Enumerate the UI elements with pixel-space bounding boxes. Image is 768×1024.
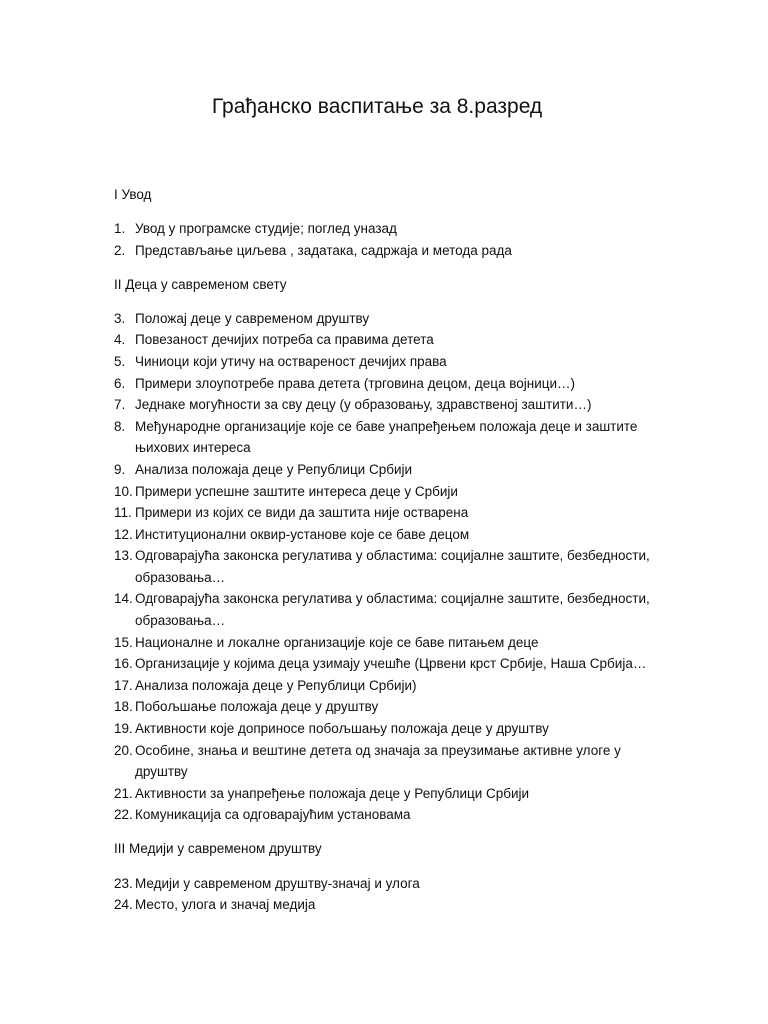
item-text: Анализа положаја деце у Републици Србији	[135, 461, 413, 477]
list-item	[114, 502, 668, 524]
item-number: 5.	[114, 353, 126, 369]
item-number: 3.	[114, 310, 126, 326]
item-text: Једнаке могућности за сву децу (у образовању, здравственој заштити…)	[135, 397, 592, 413]
list-item	[114, 240, 668, 262]
item-text: Примери успешне заштите интереса деце у Србији	[135, 483, 458, 499]
list-item	[114, 545, 668, 588]
item-number: 13.	[114, 548, 133, 564]
item-number: 8.	[114, 418, 126, 434]
item-text: Анализа положаја деце у Републици Србији)	[135, 677, 417, 693]
list-item	[114, 416, 668, 459]
item-number: 18.	[114, 699, 133, 715]
list-item	[114, 524, 668, 546]
item-number: 4.	[114, 332, 126, 348]
item-number: 24.	[114, 897, 133, 913]
item-text: Медији у савременом друштву-значај и улога	[135, 875, 420, 891]
item-text: Организације у којима деца узимају учешће (Црвени крст Србије, Наша Србија…	[135, 656, 647, 672]
item-text: Увод у програмске студије; поглед уназад	[135, 221, 397, 237]
item-number: 23.	[114, 875, 133, 891]
item-text: Националне и локалне организације које се баве питањем деце	[135, 634, 539, 650]
item-text: Побољшање положаја деце у друштву	[135, 699, 379, 715]
list-item	[114, 740, 668, 783]
item-number: 2.	[114, 242, 126, 258]
item-text: Институционални оквир-установе које се баве децом	[135, 526, 470, 542]
item-text: Активности за унапређење положаја деце у Републици Србији	[135, 785, 530, 801]
section-heading: III Медији у савременом друштву	[114, 841, 322, 857]
list-item	[114, 894, 668, 916]
item-number: 15.	[114, 634, 133, 650]
item-number: 6.	[114, 375, 126, 391]
item-number: 11.	[114, 505, 132, 521]
item-number: 12.	[114, 526, 133, 542]
list-item	[114, 351, 668, 373]
list-item	[114, 653, 668, 675]
list-item	[114, 804, 668, 826]
list-item	[114, 783, 668, 805]
item-text: Особине, знања и вештине детета од значаја за преузимање активне улоге у друштву	[135, 742, 621, 780]
item-text: Положај деце у савременом друштву	[135, 310, 370, 326]
list-item	[114, 873, 668, 895]
list-item	[114, 329, 668, 351]
item-text: Чиниоци који утичу на оствареност дечијих права	[135, 353, 447, 369]
list-item	[114, 632, 668, 654]
section-list	[114, 873, 668, 916]
list-item	[114, 481, 668, 503]
list-item	[114, 696, 668, 718]
item-number: 9.	[114, 461, 126, 477]
item-text: Одговарајућа законска регулатива у областима: социјалне заштите, безбедности, образовања…	[135, 548, 650, 585]
item-text: Место, улога и значај медија	[135, 897, 316, 913]
section-heading: I Увод	[114, 187, 152, 202]
item-number: 19.	[114, 721, 133, 737]
item-text: Представљање циљева , задатака, садржаја и метода рада	[135, 242, 512, 258]
section-list	[114, 218, 668, 261]
section-intro	[114, 184, 668, 261]
item-text: Комуникација са одговарајућим установама	[135, 807, 411, 823]
item-number: 17.	[114, 677, 133, 693]
item-text: Примери злоупотребе права детета (трговина децом, деца војници…)	[135, 375, 576, 391]
item-number: 1.	[114, 221, 126, 237]
item-text: Међународне организације које се баве унапређењем положаја деце и заштите њихових интереса	[135, 418, 638, 456]
item-number: 10.	[114, 483, 133, 499]
section-heading: II Деца у савременом свету	[114, 276, 287, 292]
item-text: Активности које доприносе побољшању положаја деце у друштву	[135, 721, 549, 737]
list-item	[114, 588, 668, 631]
list-item	[114, 373, 668, 395]
item-number: 20.	[114, 742, 133, 758]
section-children	[114, 274, 668, 826]
section-media	[114, 838, 668, 915]
document-title: Грађанско васпитање за 8.разред	[211, 95, 543, 118]
item-number: 21.	[114, 785, 133, 801]
item-number: 7.	[114, 397, 126, 413]
item-number: 16.	[114, 656, 133, 672]
item-number: 14.	[114, 591, 133, 607]
item-text: Одговарајућа законска регулатива у областима: социјалне заштите, безбедности, образовања…	[135, 591, 650, 629]
list-item	[114, 459, 668, 481]
list-item	[114, 218, 668, 240]
section-list	[114, 308, 668, 826]
item-text: Примери из којих се види да заштита није остварена	[135, 505, 469, 521]
item-text: Повезаност дечијих потреба са правима детета	[135, 332, 434, 348]
list-item	[114, 718, 668, 740]
list-item	[114, 675, 668, 697]
list-item	[114, 308, 668, 330]
list-item	[114, 394, 668, 416]
item-number: 22.	[114, 807, 133, 823]
